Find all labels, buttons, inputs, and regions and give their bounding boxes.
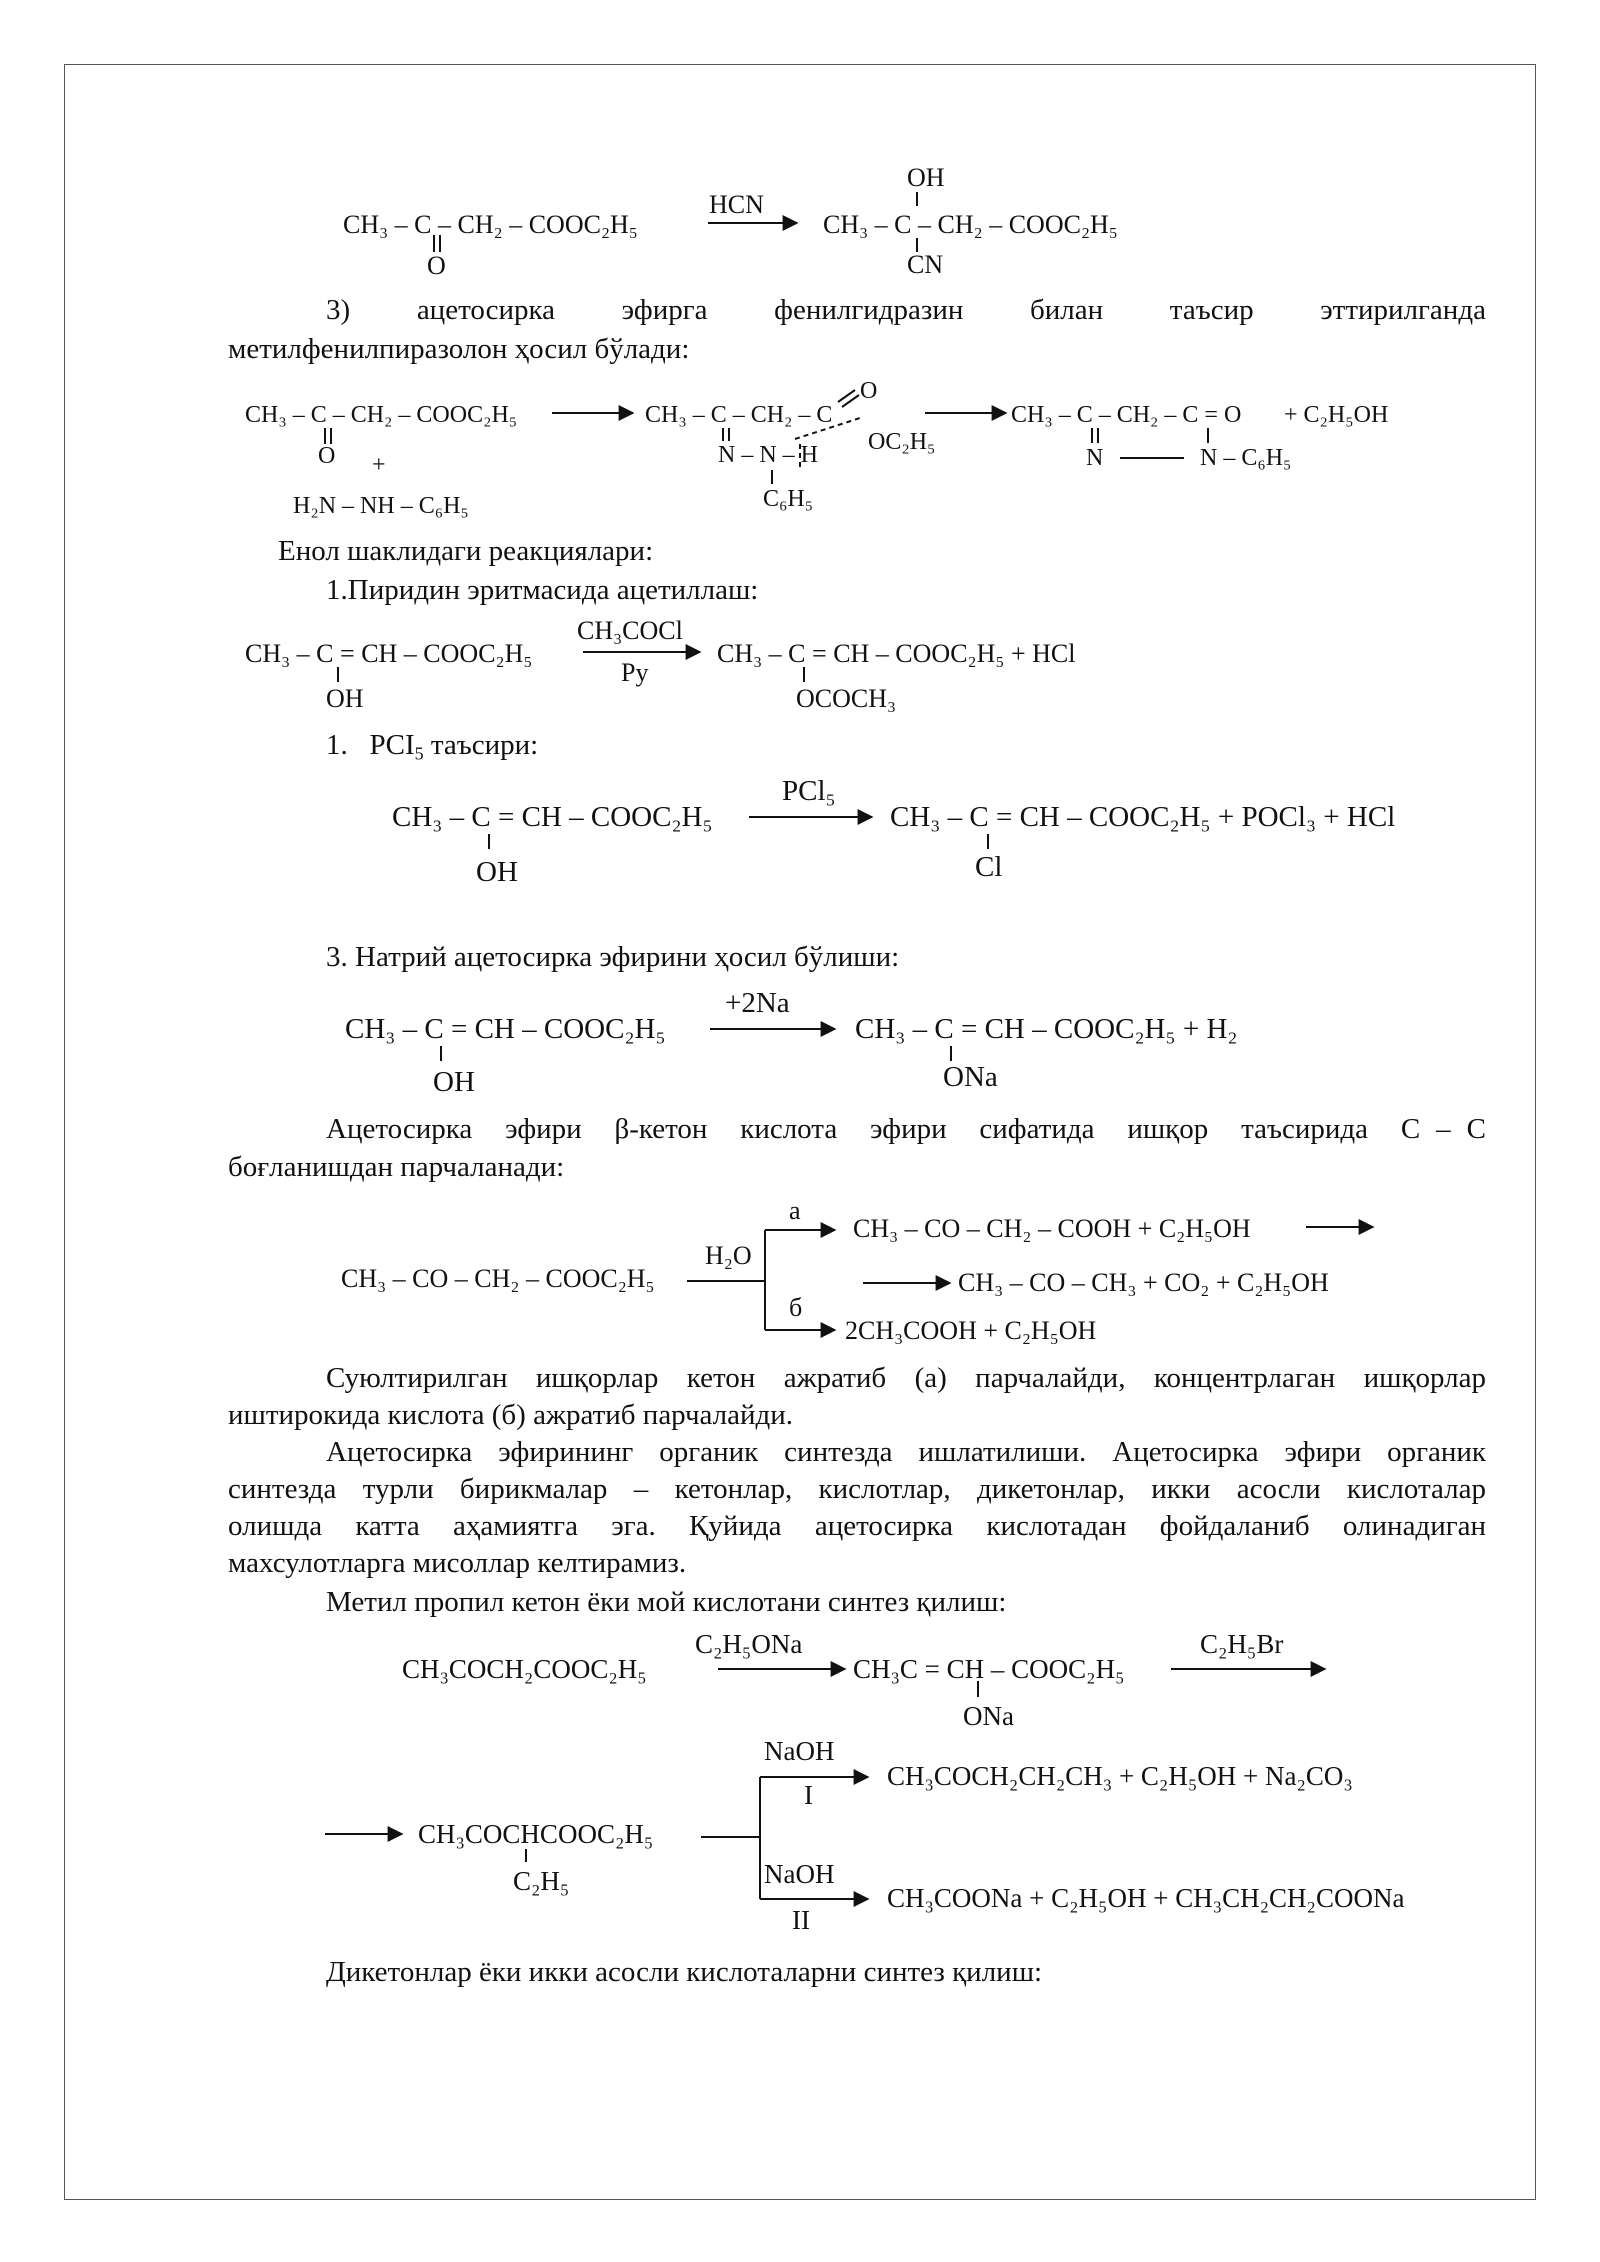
r6-branch-a: а xyxy=(789,1196,801,1225)
r4-reagent: PCl₅ xyxy=(782,775,836,807)
r2-right-formula: CH₃ – C – CH₂ – C = O xyxy=(1011,402,1242,428)
r8-start: CH₃COCHCOOC₂H₅ xyxy=(418,1819,654,1849)
r4-right-formula: CH₃ – C = CH – COOC₂H₅ + POCl₃ + HCl xyxy=(890,801,1396,833)
r8-product-top: CH₃COCH₂CH₂CH₃ + C₂H₅OH + Na₂CO₃ xyxy=(887,1761,1353,1791)
r3-reagent-bottom: Py xyxy=(621,658,649,687)
r2-mid-ph: C₆H₅ xyxy=(763,486,814,512)
r2-mid-o: O xyxy=(860,378,878,404)
r5-left-formula: CH₃ – C = CH – COOC₂H₅ xyxy=(345,1013,666,1045)
paragraph-4-line-1: Ацетосирка эфирининг органик синтезда ишлатилиши. Ацетосирка эфири органик xyxy=(326,1436,1486,1468)
paragraph-1-line-1: 3) ацетосирка эфирга фенилгидразин билан таъсир эттирилганда xyxy=(326,294,1486,326)
r1-left-oxygen: O xyxy=(427,251,446,280)
r6-branch-b: б xyxy=(789,1293,803,1322)
r5-right-formula: CH₃ – C = CH – COOC₂H₅ + H₂ xyxy=(855,1013,1238,1045)
r2-plus: + xyxy=(372,452,386,478)
r1-right-top: OH xyxy=(907,163,945,192)
heading-sodium: 3. Натрий ацетосирка эфирини ҳосил бўлиши: xyxy=(326,941,900,973)
r7-reagent-1: C₂H₅ONa xyxy=(695,1629,803,1659)
r1-reagent: HCN xyxy=(709,190,764,219)
r8-reagent-bottom: NaOH xyxy=(764,1859,835,1889)
r1-right-bottom: CN xyxy=(907,250,944,279)
r6-product-a: CH₃ – CO – CH₂ – COOH + C₂H₅OH xyxy=(853,1214,1251,1243)
r6-product-a2: CH₃ – CO – CH₃ + CO₂ + C₂H₅OH xyxy=(958,1268,1329,1297)
r8-label-top: I xyxy=(804,1780,813,1810)
r1-left-formula: CH₃ – C – CH₂ – COOC₂H₅ xyxy=(343,210,638,239)
paragraph-1-line-2: метилфенилпиразолон ҳосил бўлади: xyxy=(228,333,690,365)
paragraph-3-line-2: иштирокида кислота (б) ажратиб парчалайди. xyxy=(228,1399,794,1431)
r6-start: CH₃ – CO – CH₂ – COOC₂H₅ xyxy=(341,1264,655,1293)
r4-left-oh: OH xyxy=(476,856,518,888)
paragraph-4-line-4: махсулотларга мисоллар келтирамиз. xyxy=(228,1547,687,1579)
r4-left-formula: CH₃ – C = CH – COOC₂H₅ xyxy=(392,801,713,833)
r2-mid-formula: CH₃ – C – CH₂ – C xyxy=(645,402,833,428)
r1-right-formula: CH₃ – C – CH₂ – COOC₂H₅ xyxy=(823,210,1118,239)
r3-right-sub: OCOCH₃ xyxy=(796,684,897,713)
r8-product-bottom: CH₃COONa + C₂H₅OH + CH₃CH₂CH₂COONa xyxy=(887,1883,1405,1913)
r8-start-sub: C₂H₅ xyxy=(513,1866,570,1896)
r2-right-nph: N – C₆H₅ xyxy=(1200,445,1292,471)
r8-label-bottom: II xyxy=(792,1905,810,1935)
heading-enol: Енол шаклидаги реакциялари: xyxy=(278,535,654,567)
r5-left-oh: OH xyxy=(433,1066,475,1098)
heading-diketone-synthesis: Дикетонлар ёки икки асосли кислоталарни синтез қилиш: xyxy=(326,1956,1043,1988)
r4-right-sub: Cl xyxy=(975,851,1003,883)
r3-left-oh: OH xyxy=(326,684,364,713)
paragraph-3-line-1: Суюлтирилган ишқорлар кетон ажратиб (а) парчалайди, концентрлаган ишқорлар xyxy=(326,1362,1486,1394)
r2-left-formula: CH₃ – C – CH₂ – COOC₂H₅ xyxy=(245,402,518,428)
r7-reagent-2: C₂H₅Br xyxy=(1200,1629,1284,1659)
r3-left-formula: CH₃ – C = CH – COOC₂H₅ xyxy=(245,639,533,668)
r2-hydrazine: H₂N – NH – C₆H₅ xyxy=(293,493,469,519)
paragraph-4-line-3: олишда катта аҳамиятга эга. Қуйида ацетосирка кислотадан фойдаланиб олинадиган xyxy=(228,1510,1486,1542)
heading-pcl5: 1. $PCI_5$ таъсири: xyxy=(326,729,539,764)
r5-right-sub: ONa xyxy=(943,1061,998,1093)
r2-mid-nnh: N – N – H xyxy=(718,442,818,468)
r8-reagent-top: NaOH xyxy=(764,1736,835,1766)
r6-product-b: 2CH₃COOH + C₂H₅OH xyxy=(845,1316,1097,1345)
heading-mpk-synthesis: Метил пропил кетон ёки мой кислотани синтез қилиш: xyxy=(326,1586,1007,1618)
r5-reagent: +2Na xyxy=(725,987,790,1019)
r7-start: CH₃COCH₂COOC₂H₅ xyxy=(402,1654,647,1684)
r7-mid-sub: ONa xyxy=(963,1701,1014,1731)
r2-mid-oet: OC₂H₅ xyxy=(868,429,936,455)
heading-acylation: 1.Пиридин эритмасида ацетиллаш: xyxy=(326,574,759,606)
r3-reagent-top: CH₃COCl xyxy=(577,616,683,645)
paragraph-4-line-2: синтезда турли бирикмалар – кетонлар, кислотлар, дикетонлар, икки асосли кислоталар xyxy=(228,1473,1486,1505)
r2-right-ring-n: N xyxy=(1086,445,1104,471)
r6-reagent: H₂O xyxy=(705,1241,752,1270)
r3-right-formula: CH₃ – C = CH – COOC₂H₅ + HCl xyxy=(717,639,1076,668)
paragraph-2-line-1: Ацетосирка эфири β-кетон кислота эфири сифатида ишқор таъсирида C – C xyxy=(326,1113,1486,1145)
r2-left-oxygen: O xyxy=(318,443,336,469)
r7-mid: CH₃C = CH – COOC₂H₅ xyxy=(853,1654,1125,1684)
r2-byproduct: + C₂H₅OH xyxy=(1284,402,1389,428)
paragraph-2-line-2: боғланишдан парчаланади: xyxy=(228,1151,565,1183)
